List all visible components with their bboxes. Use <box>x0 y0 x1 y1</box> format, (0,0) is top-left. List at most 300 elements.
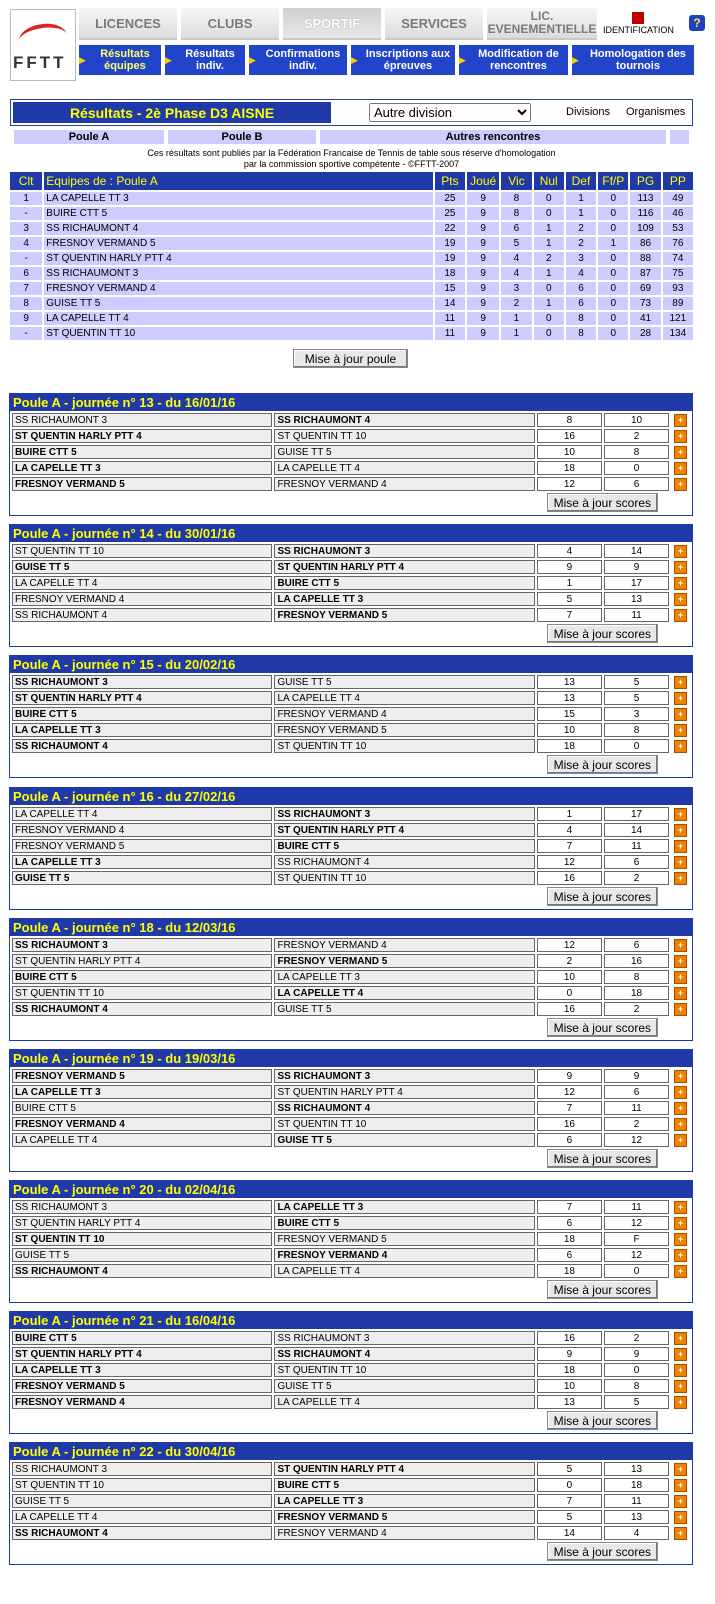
standings-cell: 0 <box>598 282 628 295</box>
home-score: 18 <box>537 1264 602 1278</box>
table-row <box>12 1494 690 1508</box>
home-score: 4 <box>537 823 602 837</box>
plus-icon[interactable]: + <box>674 740 687 753</box>
division-select[interactable] <box>369 103 531 122</box>
home-team: FRESNOY VERMAND 4 <box>12 1117 272 1131</box>
plus-icon[interactable]: + <box>674 1265 687 1278</box>
match-details-cell[interactable] <box>671 477 690 491</box>
journee-footer <box>10 1149 692 1171</box>
standings-cell: 4 <box>566 267 596 280</box>
topnav-licences[interactable]: LICENCES <box>79 8 177 40</box>
away-team: SS RICHAUMONT 3 <box>274 544 534 558</box>
home-team: GUISE TT 5 <box>12 560 272 574</box>
home-score: 18 <box>537 739 602 753</box>
update-scores-button[interactable]: Mise à jour scores <box>547 1542 658 1561</box>
plus-icon[interactable]: + <box>674 1233 687 1246</box>
update-scores-button[interactable]: Mise à jour scores <box>547 1018 658 1037</box>
identification-label: IDENTIFICATION <box>603 25 674 35</box>
match-details-cell[interactable] <box>671 1200 690 1214</box>
home-team: LA CAPELLE TT 4 <box>12 1133 272 1147</box>
match-details-cell[interactable] <box>671 986 690 1000</box>
plus-icon[interactable]: + <box>674 840 687 853</box>
fftt-logo[interactable] <box>10 9 76 81</box>
subnav-label: Homologation des tournois <box>589 48 686 72</box>
away-team: GUISE TT 5 <box>274 1002 534 1016</box>
match-details-cell[interactable] <box>671 576 690 590</box>
standings-header-cell: Vic <box>501 172 531 190</box>
plus-icon[interactable]: + <box>674 414 687 427</box>
journee-title: Poule A - journée n° 15 - du 20/02/16 <box>10 656 692 673</box>
match-details-cell[interactable] <box>671 855 690 869</box>
match-details-cell[interactable] <box>671 1494 690 1508</box>
journee-title: Poule A - journée n° 22 - du 30/04/16 <box>10 1443 692 1460</box>
standings-cell: 53 <box>663 222 693 235</box>
standings-cell: 22 <box>435 222 465 235</box>
home-team: LA CAPELLE TT 3 <box>12 855 272 869</box>
table-row <box>12 954 690 968</box>
away-team: FRESNOY VERMAND 4 <box>274 707 534 721</box>
standings-cell: 2 <box>534 252 564 265</box>
away-team: ST QUENTIN TT 10 <box>274 871 534 885</box>
tab-poule-b[interactable]: Poule B <box>168 130 316 144</box>
away-score: 9 <box>604 560 669 574</box>
standings-cell[interactable]: FRESNOY VERMAND 4 <box>44 282 433 295</box>
plus-icon[interactable]: + <box>674 1463 687 1476</box>
away-team: ST QUENTIN HARLY PTT 4 <box>274 560 534 574</box>
home-score: 0 <box>537 1478 602 1492</box>
match-details-cell[interactable] <box>671 691 690 705</box>
matches-table <box>10 805 692 887</box>
plus-icon[interactable]: + <box>674 939 687 952</box>
table-row <box>12 1117 690 1131</box>
away-team: SS RICHAUMONT 4 <box>274 855 534 869</box>
journee-block <box>9 655 693 778</box>
away-team: ST QUENTIN HARLY PTT 4 <box>274 1462 534 1476</box>
away-team: FRESNOY VERMAND 4 <box>274 477 534 491</box>
away-team: FRESNOY VERMAND 4 <box>274 1526 534 1540</box>
home-team: FRESNOY VERMAND 5 <box>12 477 272 491</box>
home-team: SS RICHAUMONT 3 <box>12 413 272 427</box>
match-details-cell[interactable] <box>671 739 690 753</box>
away-score: 8 <box>604 445 669 459</box>
match-details-cell[interactable] <box>671 1248 690 1262</box>
tab-poule-a[interactable]: Poule A <box>14 130 164 144</box>
table-row <box>12 1347 690 1361</box>
match-details-cell[interactable] <box>671 1379 690 1393</box>
match-details-cell[interactable] <box>671 707 690 721</box>
standings-cell: 8 <box>566 327 596 340</box>
away-team: SS RICHAUMONT 4 <box>274 413 534 427</box>
journee-footer <box>10 1542 692 1564</box>
match-details-cell[interactable] <box>671 675 690 689</box>
home-score: 9 <box>537 1347 602 1361</box>
plus-icon[interactable]: + <box>674 1102 687 1115</box>
table-row <box>12 1248 690 1262</box>
away-team: SS RICHAUMONT 3 <box>274 1331 534 1345</box>
home-score: 18 <box>537 1232 602 1246</box>
match-details-cell[interactable] <box>671 1478 690 1492</box>
home-score: 1 <box>537 807 602 821</box>
plus-icon[interactable]: + <box>674 561 687 574</box>
standings-cell: 0 <box>534 312 564 325</box>
home-score: 6 <box>537 1133 602 1147</box>
subnav-item-3[interactable] <box>351 45 455 75</box>
standings-cell: 41 <box>630 312 660 325</box>
tab-empty <box>670 130 689 144</box>
standings-header-cell: Def <box>566 172 596 190</box>
match-details-cell[interactable] <box>671 560 690 574</box>
plus-icon[interactable]: + <box>674 1201 687 1214</box>
table-row <box>12 739 690 753</box>
standings-cell: 75 <box>663 267 693 280</box>
plus-icon[interactable]: + <box>674 478 687 491</box>
match-details-cell[interactable] <box>671 1395 690 1409</box>
match-details-cell[interactable] <box>671 839 690 853</box>
plus-icon[interactable]: + <box>674 1348 687 1361</box>
identification-link[interactable] <box>603 12 674 35</box>
standings-cell: 11 <box>435 327 465 340</box>
away-team: FRESNOY VERMAND 5 <box>274 1232 534 1246</box>
away-team: FRESNOY VERMAND 4 <box>274 1248 534 1262</box>
match-details-cell[interactable] <box>671 445 690 459</box>
match-details-cell[interactable] <box>671 1117 690 1131</box>
standings-cell: - <box>10 207 42 220</box>
matches-table <box>10 1067 692 1149</box>
away-team: FRESNOY VERMAND 5 <box>274 954 534 968</box>
topnav-sportif[interactable]: SPORTIF <box>283 8 381 40</box>
topnav-services[interactable]: SERVICES <box>385 8 483 40</box>
table-row <box>12 1379 690 1393</box>
table-row <box>10 237 693 250</box>
journee-title: Poule A - journée n° 16 - du 27/02/16 <box>10 788 692 805</box>
match-details-cell[interactable] <box>671 1232 690 1246</box>
journee-block <box>9 1311 693 1434</box>
match-details-cell[interactable] <box>671 1133 690 1147</box>
match-details-cell[interactable] <box>671 1526 690 1540</box>
home-score: 10 <box>537 1379 602 1393</box>
plus-icon[interactable]: + <box>674 955 687 968</box>
table-row <box>10 297 693 310</box>
standings-cell: 0 <box>598 192 628 205</box>
plus-icon[interactable]: + <box>674 609 687 622</box>
plus-icon[interactable]: + <box>674 1332 687 1345</box>
standings-cell: 1 <box>566 207 596 220</box>
standings-cell[interactable]: LA CAPELLE TT 4 <box>44 312 433 325</box>
plus-icon[interactable]: + <box>674 1217 687 1230</box>
plus-icon[interactable]: + <box>674 1249 687 1262</box>
plus-icon[interactable]: + <box>674 1396 687 1409</box>
standings-cell: 0 <box>534 192 564 205</box>
standings-cell: 9 <box>467 282 499 295</box>
plus-icon[interactable]: + <box>674 872 687 885</box>
table-row <box>12 592 690 606</box>
standings-cell[interactable]: SS RICHAUMONT 3 <box>44 267 433 280</box>
away-score: 11 <box>604 839 669 853</box>
subnav-label: Résultats équipes <box>100 48 150 72</box>
match-details-cell[interactable] <box>671 871 690 885</box>
standings-cell: 4 <box>501 252 531 265</box>
divisions-link[interactable]: Divisions <box>566 106 611 118</box>
table-row <box>12 1002 690 1016</box>
subnav-item-5[interactable] <box>572 45 694 75</box>
standings-cell: 9 <box>467 297 499 310</box>
plus-icon[interactable]: + <box>674 708 687 721</box>
plus-icon[interactable]: + <box>674 692 687 705</box>
match-details-cell[interactable] <box>671 1510 690 1524</box>
away-score: 3 <box>604 707 669 721</box>
match-details-cell[interactable] <box>671 1216 690 1230</box>
away-team: FRESNOY VERMAND 5 <box>274 608 534 622</box>
plus-icon[interactable]: + <box>674 1511 687 1524</box>
plus-icon[interactable]: + <box>674 462 687 475</box>
standings-cell: 0 <box>598 252 628 265</box>
plus-icon[interactable]: + <box>674 577 687 590</box>
standings-cell[interactable]: GUISE TT 5 <box>44 297 433 310</box>
plus-icon[interactable]: + <box>674 593 687 606</box>
update-scores-button[interactable]: Mise à jour scores <box>547 887 658 906</box>
away-team: LA CAPELLE TT 4 <box>274 461 534 475</box>
match-details-cell[interactable] <box>671 1085 690 1099</box>
match-details-cell[interactable] <box>671 723 690 737</box>
match-details-cell[interactable] <box>671 970 690 984</box>
away-team: BUIRE CTT 5 <box>274 1478 534 1492</box>
logo-swoosh <box>17 21 68 55</box>
table-row <box>10 312 693 325</box>
standings-cell[interactable]: ST QUENTIN HARLY PTT 4 <box>44 252 433 265</box>
home-team: SS RICHAUMONT 4 <box>12 1002 272 1016</box>
standings-cell: 0 <box>598 207 628 220</box>
match-details-cell[interactable] <box>671 1462 690 1476</box>
subnav-item-4[interactable] <box>459 45 568 75</box>
standings-cell: 86 <box>630 237 660 250</box>
standings-cell: 46 <box>663 207 693 220</box>
home-team: SS RICHAUMONT 3 <box>12 938 272 952</box>
match-details-cell[interactable] <box>671 429 690 443</box>
away-team: GUISE TT 5 <box>274 1379 534 1393</box>
plus-icon[interactable]: + <box>674 824 687 837</box>
home-team: FRESNOY VERMAND 5 <box>12 1379 272 1393</box>
standings-cell: 18 <box>435 267 465 280</box>
home-team: GUISE TT 5 <box>12 1494 272 1508</box>
standings-cell: 1 <box>10 192 42 205</box>
plus-icon[interactable]: + <box>674 1086 687 1099</box>
table-row <box>12 1510 690 1524</box>
plus-icon[interactable]: + <box>674 808 687 821</box>
match-details-cell[interactable] <box>671 938 690 952</box>
plus-icon[interactable]: + <box>674 1134 687 1147</box>
away-score: 9 <box>604 1347 669 1361</box>
plus-icon[interactable]: + <box>674 971 687 984</box>
home-score: 6 <box>537 1248 602 1262</box>
away-team: BUIRE CTT 5 <box>274 839 534 853</box>
away-score: 5 <box>604 691 669 705</box>
standings-cell: 1 <box>501 312 531 325</box>
away-score: 0 <box>604 1264 669 1278</box>
arrow-right-icon: ▶ <box>459 55 466 65</box>
topnav-clubs[interactable]: CLUBS <box>181 8 279 40</box>
match-details-cell[interactable] <box>671 954 690 968</box>
standings-cell[interactable]: FRESNOY VERMAND 5 <box>44 237 433 250</box>
home-team: BUIRE CTT 5 <box>12 1331 272 1345</box>
match-details-cell[interactable] <box>671 461 690 475</box>
away-score: 0 <box>604 1363 669 1377</box>
away-team: SS RICHAUMONT 4 <box>274 1347 534 1361</box>
update-scores-button[interactable]: Mise à jour scores <box>547 493 658 512</box>
home-team: BUIRE CTT 5 <box>12 970 272 984</box>
standings-cell: 6 <box>566 297 596 310</box>
away-score: 0 <box>604 739 669 753</box>
standings-cell: 1 <box>566 192 596 205</box>
journee-footer <box>10 1411 692 1433</box>
plus-icon[interactable]: + <box>674 1380 687 1393</box>
home-score: 9 <box>537 1069 602 1083</box>
away-score: 12 <box>604 1248 669 1262</box>
standings-cell: 0 <box>598 222 628 235</box>
away-score: 6 <box>604 938 669 952</box>
match-details-cell[interactable] <box>671 1069 690 1083</box>
arrow-right-icon: ▶ <box>249 55 256 65</box>
standings-cell: 69 <box>630 282 660 295</box>
away-score: 12 <box>604 1133 669 1147</box>
match-details-cell[interactable] <box>671 592 690 606</box>
subnav-item-1[interactable] <box>165 45 245 75</box>
standings-cell[interactable]: LA CAPELLE TT 3 <box>44 192 433 205</box>
away-score: 6 <box>604 1085 669 1099</box>
standings-cell: 28 <box>630 327 660 340</box>
home-team: LA CAPELLE TT 3 <box>12 1085 272 1099</box>
table-row <box>12 1526 690 1540</box>
arrow-right-icon: ▶ <box>572 55 579 65</box>
standings-cell[interactable]: SS RICHAUMONT 4 <box>44 222 433 235</box>
help-icon[interactable]: ? <box>689 15 705 31</box>
plus-icon[interactable]: + <box>674 856 687 869</box>
home-score: 7 <box>537 1101 602 1115</box>
plus-icon[interactable]: + <box>674 1364 687 1377</box>
update-scores-button[interactable]: Mise à jour scores <box>547 624 658 643</box>
plus-icon[interactable]: + <box>674 545 687 558</box>
standings-cell[interactable]: BUIRE CTT 5 <box>44 207 433 220</box>
home-team: LA CAPELLE TT 3 <box>12 461 272 475</box>
standings-cell: 8 <box>501 192 531 205</box>
journee-title: Poule A - journée n° 13 - du 16/01/16 <box>10 394 692 411</box>
match-details-cell[interactable] <box>671 608 690 622</box>
home-team: SS RICHAUMONT 4 <box>12 1264 272 1278</box>
match-details-cell[interactable] <box>671 807 690 821</box>
standings-cell: 2 <box>501 297 531 310</box>
home-score: 1 <box>537 576 602 590</box>
subnav-item-0[interactable] <box>79 45 161 75</box>
matches-table <box>10 936 692 1018</box>
match-details-cell[interactable] <box>671 1101 690 1115</box>
standings-cell[interactable]: ST QUENTIN TT 10 <box>44 327 433 340</box>
home-score: 6 <box>537 1216 602 1230</box>
match-details-cell[interactable] <box>671 413 690 427</box>
home-score: 12 <box>537 938 602 952</box>
update-scores-button[interactable]: Mise à jour scores <box>547 1280 658 1299</box>
standings-header-row <box>10 172 693 190</box>
home-score: 14 <box>537 1526 602 1540</box>
standings-cell: 4 <box>10 237 42 250</box>
home-score: 4 <box>537 544 602 558</box>
update-scores-button[interactable]: Mise à jour scores <box>547 1411 658 1430</box>
plus-icon[interactable]: + <box>674 430 687 443</box>
home-team: BUIRE CTT 5 <box>12 1101 272 1115</box>
plus-icon[interactable]: + <box>674 724 687 737</box>
plus-icon[interactable]: + <box>674 1070 687 1083</box>
home-team: FRESNOY VERMAND 5 <box>12 1069 272 1083</box>
standings-cell: 9 <box>10 312 42 325</box>
table-row <box>10 192 693 205</box>
home-team: ST QUENTIN HARLY PTT 4 <box>12 954 272 968</box>
table-row <box>10 327 693 340</box>
topnav-lic-evenementielle[interactable]: LIC. EVENEMENTIELLE <box>487 8 597 40</box>
table-row <box>12 413 690 427</box>
subnav-label: Résultats indiv. <box>185 48 235 72</box>
home-score: 18 <box>537 461 602 475</box>
plus-icon[interactable]: + <box>674 1527 687 1540</box>
plus-icon[interactable]: + <box>674 1495 687 1508</box>
update-scores-button[interactable]: Mise à jour scores <box>547 1149 658 1168</box>
subnav-item-2[interactable] <box>249 45 347 75</box>
away-score: 18 <box>604 1478 669 1492</box>
table-row <box>12 1200 690 1214</box>
away-score: 0 <box>604 461 669 475</box>
home-score: 2 <box>537 954 602 968</box>
away-score: 4 <box>604 1526 669 1540</box>
organismes-link[interactable]: Organismes <box>626 106 686 118</box>
away-score: 2 <box>604 1117 669 1131</box>
arrow-right-icon: ▶ <box>165 55 172 65</box>
away-score: 14 <box>604 544 669 558</box>
away-team: FRESNOY VERMAND 5 <box>274 723 534 737</box>
match-details-cell[interactable] <box>671 544 690 558</box>
away-team: GUISE TT 5 <box>274 445 534 459</box>
match-details-cell[interactable] <box>671 1347 690 1361</box>
arrow-right-icon: ▶ <box>351 55 358 65</box>
away-team: BUIRE CTT 5 <box>274 1216 534 1230</box>
match-details-cell[interactable] <box>671 823 690 837</box>
update-poule-button[interactable]: Mise à jour poule <box>293 349 408 368</box>
away-score: 5 <box>604 1395 669 1409</box>
plus-icon[interactable]: + <box>674 446 687 459</box>
home-score: 7 <box>537 608 602 622</box>
home-score: 10 <box>537 970 602 984</box>
match-details-cell[interactable] <box>671 1363 690 1377</box>
match-details-cell[interactable] <box>671 1264 690 1278</box>
home-score: 16 <box>537 1331 602 1345</box>
table-row <box>12 1331 690 1345</box>
standings-cell: 0 <box>534 327 564 340</box>
plus-icon[interactable]: + <box>674 676 687 689</box>
match-details-cell[interactable] <box>671 1002 690 1016</box>
home-score: 18 <box>537 1363 602 1377</box>
home-team: SS RICHAUMONT 4 <box>12 608 272 622</box>
plus-icon[interactable]: + <box>674 987 687 1000</box>
standings-cell: 88 <box>630 252 660 265</box>
journee-block <box>9 787 693 910</box>
away-team: SS RICHAUMONT 3 <box>274 807 534 821</box>
away-team: GUISE TT 5 <box>274 1133 534 1147</box>
plus-icon[interactable]: + <box>674 1118 687 1131</box>
update-scores-button[interactable]: Mise à jour scores <box>547 755 658 774</box>
away-score: 8 <box>604 723 669 737</box>
away-team: SS RICHAUMONT 3 <box>274 1069 534 1083</box>
plus-icon[interactable]: + <box>674 1003 687 1016</box>
away-team: BUIRE CTT 5 <box>274 576 534 590</box>
match-details-cell[interactable] <box>671 1331 690 1345</box>
plus-icon[interactable]: + <box>674 1479 687 1492</box>
tab-autres-rencontres[interactable]: Autres rencontres <box>320 130 666 144</box>
